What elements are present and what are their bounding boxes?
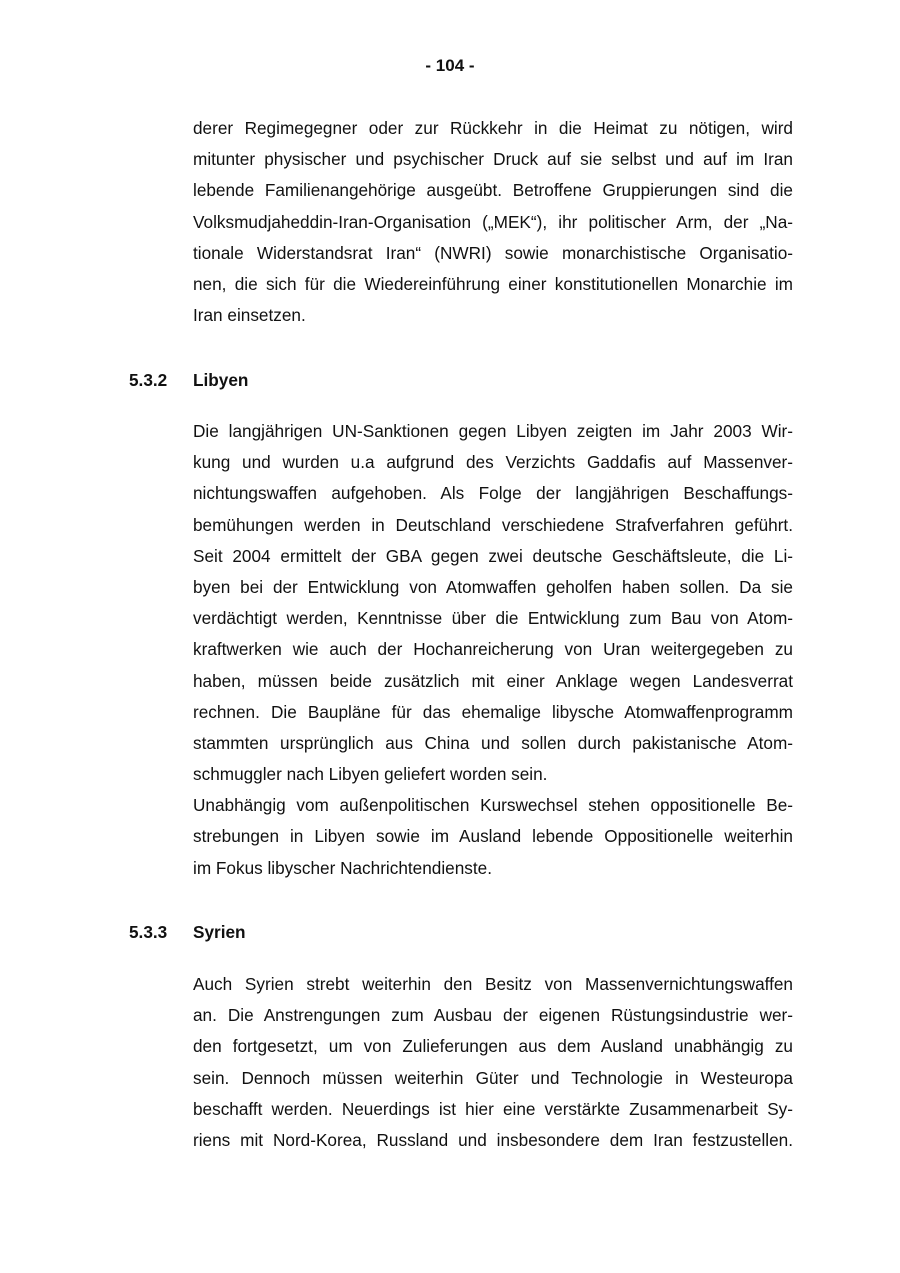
text-line: im Fokus libyscher Nachrichtendienste. <box>193 857 492 878</box>
text-line: schmuggler nach Libyen geliefert worden sein. <box>193 764 548 785</box>
text-line: sein. Dennoch müssen weiterhin Güter und Technologie in Westeuropa <box>193 1067 793 1088</box>
text-line: Unabhängig vom außenpolitischen Kurswechsel stehen oppositionelle Be- <box>193 795 793 816</box>
text-line: strebungen in Libyen sowie im Ausland lebende Oppositionelle weiterhin <box>193 826 793 847</box>
text-line: derer Regimegegner oder zur Rückkehr in die Heimat zu nötigen, wird <box>193 118 793 138</box>
text-line: kraftwerken wie auch der Hochanreicherung von Uran weitergegeben zu <box>193 639 793 660</box>
section-heading-libyen <box>129 368 248 392</box>
text-line: Auch Syrien strebt weiterhin den Besitz von Massenvernichtungswaffen <box>193 974 793 994</box>
text-line: riens mit Nord-Korea, Russland und insbesondere dem Iran festzustellen. <box>193 1129 793 1150</box>
text-line: lebende Familienangehörige ausgeübt. Betroffene Gruppierungen sind die <box>193 180 793 201</box>
text-line: Die langjährigen UN-Sanktionen gegen Libyen zeigten im Jahr 2003 Wir- <box>193 421 793 441</box>
section-title: Syrien <box>193 922 246 942</box>
text-line: beschafft werden. Neuerdings ist hier eine verstärkte Zusammenarbeit Sy- <box>193 1098 793 1119</box>
text-line: nichtungswaffen aufgehoben. Als Folge der langjährigen Beschaffungs- <box>193 483 793 504</box>
text-line: mitunter physischer und psychischer Druck auf sie selbst und auf im Iran <box>193 149 793 170</box>
text-line: tionale Widerstandsrat Iran“ (NWRI) sowie monarchistische Organisatio- <box>193 242 793 263</box>
text-line: an. Die Anstrengungen zum Ausbau der eigenen Rüstungsindustrie wer- <box>193 1005 793 1026</box>
text-line: rechnen. Die Baupläne für das ehemalige libysche Atomwaffenprogramm <box>193 701 793 722</box>
section-title: Libyen <box>193 370 249 390</box>
text-line: den fortgesetzt, um von Zulieferungen aus dem Ausland unabhängig zu <box>193 1036 793 1057</box>
syrien-paragraph <box>193 969 793 1156</box>
text-line: verdächtigt werden, Kenntnisse über die Entwicklung zum Bau von Atom- <box>193 608 793 629</box>
page-number: - 104 - <box>425 56 475 75</box>
text-line: byen bei der Entwicklung von Atomwaffen geholfen haben sollen. Da sie <box>193 576 793 597</box>
text-line: Volksmudjaheddin-Iran-Organisation („MEK“), ihr politischer Arm, der „Na- <box>193 211 793 232</box>
text-line: haben, müssen beide zusätzlich mit einer Anklage wegen Landesverrat <box>193 670 793 691</box>
section-heading-syrien <box>129 920 246 944</box>
text-line: stammten ursprünglich aus China und sollen durch pakistanische Atom- <box>193 732 793 753</box>
text-line: nen, die sich für die Wiedereinführung einer konstitutionellen Monarchie im <box>193 273 793 294</box>
text-line: kung und wurden u.a aufgrund des Verzichts Gaddafis auf Massenver- <box>193 452 793 473</box>
text-line: Iran einsetzen. <box>193 305 306 326</box>
section-number: 5.3.3 <box>129 922 168 942</box>
section-number: 5.3.2 <box>129 370 168 390</box>
intro-paragraph <box>193 113 793 331</box>
text-line: Seit 2004 ermittelt der GBA gegen zwei deutsche Geschäftsleute, die Li- <box>193 545 793 566</box>
text-line: bemühungen werden in Deutschland verschiedene Strafverfahren geführt. <box>193 514 793 535</box>
libyen-paragraph <box>193 416 793 884</box>
